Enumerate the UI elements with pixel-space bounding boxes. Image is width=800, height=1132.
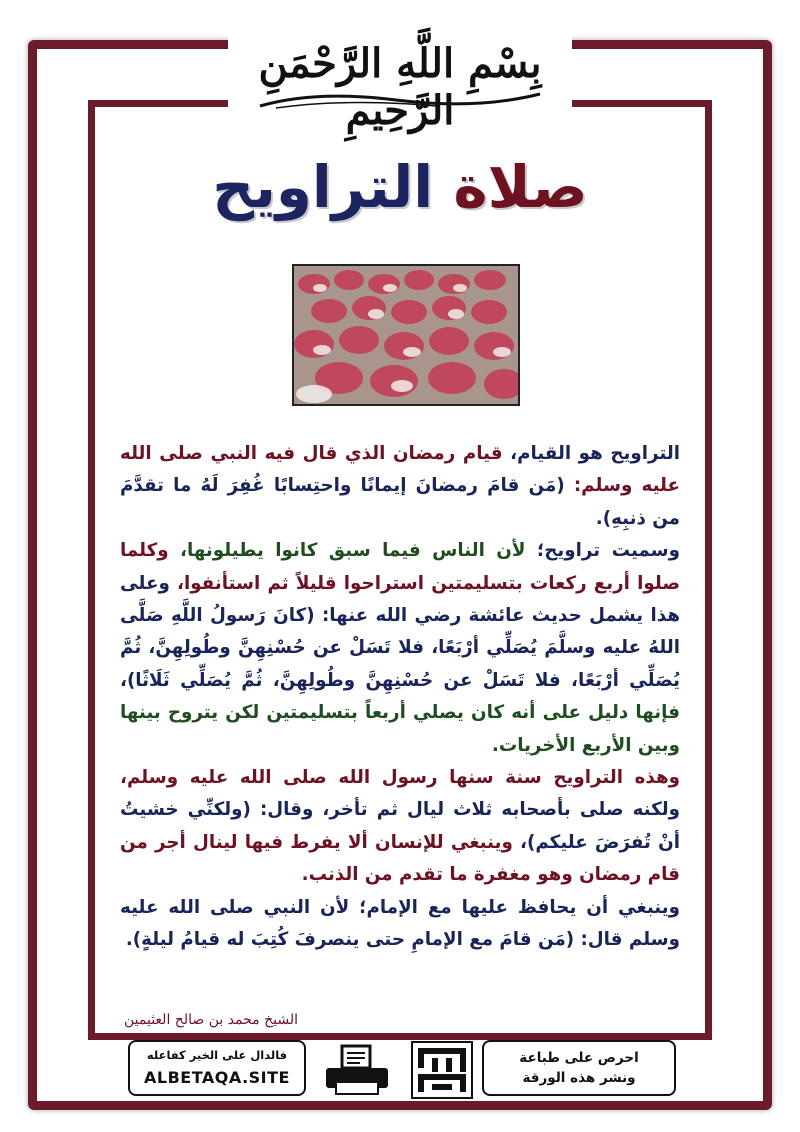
paragraph-3: وهذه التراويح سنة سنها رسول الله صلى الله عليه وسلم، ولكنه صلى بأصحابه ثلاث ليال ثم تأخر، وقال: (ولكنِّي خشيتُ أنْ تُفرَضَ عليكم)، وينبغي للإنسان ألا يفرط فيها لينال أجر من قام رمضان وهو مغفرة ما تقدم من الذنب. <box>120 767 680 886</box>
website-link[interactable]: ALBETAQA.SITE <box>144 1068 290 1087</box>
website-tagline: فالدال على الخير كفاعله <box>146 1048 288 1062</box>
footer-bar <box>128 1040 676 1102</box>
website-box[interactable] <box>128 1040 306 1096</box>
prayer-photo <box>292 264 520 406</box>
author-signature: الشيخ محمد بن صالح العثيمين <box>124 1012 299 1028</box>
paragraph-1: التراويح هو القيام، قيام رمضان الذي قال فيه النبي صلى الله عليه وسلم: (مَن قامَ رمضانَ إيمانًا واحتِسابًا غُفِرَ لَهُ ما تقدَّمَ من ذنبِهِ). <box>120 443 680 529</box>
print-share-box <box>482 1040 676 1096</box>
print-note-line-1: احرص على طباعة <box>519 1050 639 1066</box>
basmala-header <box>228 18 572 134</box>
title-word-1: صلاة <box>453 153 588 221</box>
paragraph-4: وينبغي أن يحافظ عليها مع الإمام؛ لأن النبي صلى الله عليه وسلم قال: (مَن قامَ مع الإمامِ حتى ينصرفَ كُتِبَ له قيامُ ليلةٍ). <box>120 896 680 951</box>
article-body <box>120 438 680 957</box>
basmala-text: بِسْمِ اللَّهِ الرَّحْمَنِ الرَّحِيمِ <box>258 40 542 134</box>
calligraphy-flourish-icon <box>256 88 544 110</box>
paragraph-2: وسميت تراويح؛ لأن الناس فيما سبق كانوا يطيلونها، وكلما صلوا أربع ركعات بتسليمتين استراحوا قليلاً ثم استأنفوا، وعلى هذا يشمل حديث عائشة رضي الله عنها: (كانَ رَسولُ اللَّهِ صَلَّى اللهُ عليه وسلَّمَ يُصَلِّي أرْبَعًا، فلا تَسَلْ عن حُسْنِهِنَّ وطُولِهِنَّ، ثُمَّ يُصَلِّي أرْبَعًا، فلا تَسَلْ عن حُسْنِهِنَّ وطُولِهِنَّ، ثُمَّ يُصَلِّي ثَلَاثًا)، فإنها دليل على أنه كان يصلي أربعاً بتسليمتين لكن يتروح بينها وبين الأربع الأخريات. <box>120 540 681 756</box>
title-word-2: التراويح <box>212 153 434 221</box>
print-note-line-2: ونشر هذه الورقة <box>522 1070 636 1086</box>
page-title <box>120 152 680 222</box>
dawa-paper-logo-icon <box>410 1040 474 1100</box>
printer-icon <box>322 1044 392 1096</box>
worshippers-prostrating-icon <box>294 266 518 404</box>
